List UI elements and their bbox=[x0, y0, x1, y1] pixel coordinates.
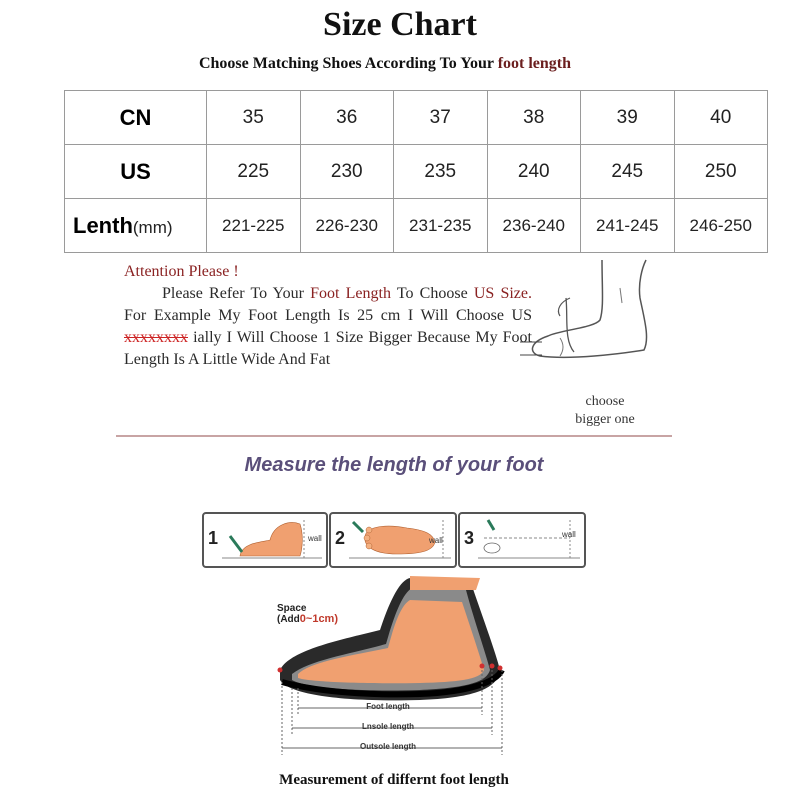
step-number: 3 bbox=[464, 528, 475, 548]
measure-step-2 bbox=[329, 512, 457, 568]
length-unit: (mm) bbox=[132, 217, 173, 237]
table-cell: 226-230 bbox=[300, 199, 394, 253]
table-cell: 35 bbox=[207, 91, 301, 145]
wall-label: wall bbox=[562, 530, 576, 539]
row-label-cn: CN bbox=[65, 91, 207, 145]
notice-highlight: Foot Length bbox=[310, 285, 391, 302]
table-cell: 235 bbox=[394, 145, 488, 199]
table-cell: 225 bbox=[207, 145, 301, 199]
outsole-length-label: Outsole length bbox=[360, 742, 416, 751]
choose-line: bigger one bbox=[575, 412, 635, 427]
space-add bbox=[277, 614, 338, 625]
measure-title: Measure the length of your foot bbox=[244, 454, 544, 476]
table-cell: 38 bbox=[487, 91, 581, 145]
notice-strike: xxxxxxxx bbox=[124, 329, 188, 346]
size-table bbox=[64, 90, 768, 253]
choose-bigger-note bbox=[560, 393, 650, 429]
table-cell: 236-240 bbox=[487, 199, 581, 253]
choose-line: choose bbox=[585, 394, 625, 409]
notice-text: To Choose bbox=[390, 285, 468, 302]
notice-text: For Example My Foot Length Is 25 cm I Will Choose US bbox=[124, 307, 532, 324]
subtitle bbox=[0, 55, 770, 73]
notice-text: ially I Will Choose 1 Size Bigger Because My Foot Length Is A Little Wide And Fat bbox=[124, 329, 532, 368]
table-row-us bbox=[65, 145, 768, 199]
subtitle-accent: foot length bbox=[497, 55, 572, 72]
notice-body bbox=[124, 283, 532, 371]
page-title: Size Chart bbox=[323, 6, 477, 43]
table-cell: 245 bbox=[581, 145, 675, 199]
foot-in-shoe-illustration bbox=[270, 570, 520, 765]
step-number: 1 bbox=[208, 528, 219, 548]
row-label-length bbox=[65, 199, 207, 253]
measure-step-3 bbox=[458, 512, 586, 568]
notice-highlight: US Size. bbox=[473, 285, 533, 302]
insole-length-label: Lnsole length bbox=[362, 722, 414, 731]
table-cell: 246-250 bbox=[674, 199, 768, 253]
space-label bbox=[277, 603, 338, 625]
table-cell: 221-225 bbox=[207, 199, 301, 253]
table-row-cn bbox=[65, 91, 768, 145]
table-cell: 240 bbox=[487, 145, 581, 199]
length-label: Lenth bbox=[73, 212, 133, 238]
diagram-caption: Measurement of differnt foot length bbox=[279, 772, 509, 788]
table-cell: 37 bbox=[394, 91, 488, 145]
table-cell: 36 bbox=[300, 91, 394, 145]
section-divider bbox=[116, 435, 672, 437]
wall-label: wall bbox=[429, 536, 443, 545]
add-text: (Add bbox=[277, 614, 300, 625]
table-cell: 250 bbox=[674, 145, 768, 199]
attention-notice bbox=[124, 261, 532, 371]
notice-text: Please Refer To Your bbox=[162, 285, 311, 302]
table-cell: 241-245 bbox=[581, 199, 675, 253]
subtitle-text: Choose Matching Shoes According To Your bbox=[198, 55, 498, 72]
notice-heading: Attention Please ! bbox=[124, 263, 239, 280]
table-row-length bbox=[65, 199, 768, 253]
table-cell: 230 bbox=[300, 145, 394, 199]
add-value: 0~1cm) bbox=[299, 613, 339, 625]
row-label-us: US bbox=[65, 145, 207, 199]
table-cell: 39 bbox=[581, 91, 675, 145]
foot-length-label: Foot length bbox=[366, 702, 410, 711]
table-cell: 40 bbox=[674, 91, 768, 145]
wall-label: wall bbox=[308, 534, 322, 543]
foot-side-illustration bbox=[520, 258, 670, 388]
space-text: Space bbox=[277, 603, 307, 614]
table-cell: 231-235 bbox=[394, 199, 488, 253]
measure-step-1 bbox=[202, 512, 328, 568]
step-number: 2 bbox=[335, 528, 346, 548]
paper-step-icon bbox=[476, 516, 582, 564]
